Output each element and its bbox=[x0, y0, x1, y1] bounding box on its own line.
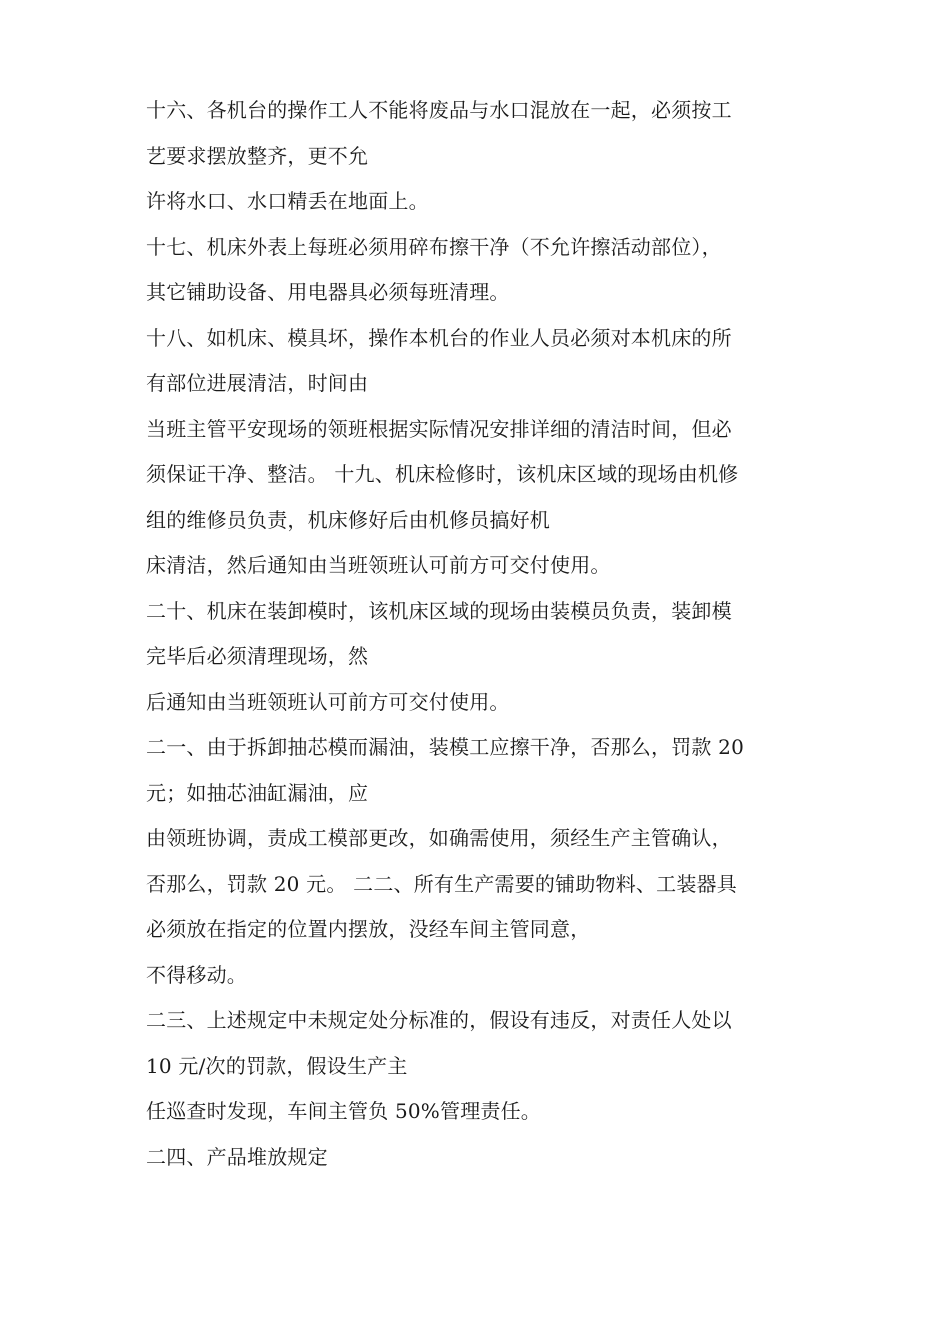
text-line-19: 须保证干净、整洁。 十九、机床检修时，该机床区域的现场由机修 bbox=[146, 462, 739, 486]
document-body bbox=[146, 88, 836, 1180]
text-line: 组的维修员负责，机床修好后由机修员搞好机 bbox=[146, 507, 550, 532]
text-line: 当班主管平安现场的领班根据实际情况安排详细的清洁时间，但必 bbox=[146, 416, 732, 441]
text-line: 由领班协调，责成工模部更改，如确需使用，须经生产主管确认， bbox=[146, 826, 732, 850]
text-line: 元；如抽芯油缸漏油，应 bbox=[146, 780, 369, 805]
text-line: 不得移动。 bbox=[146, 962, 247, 987]
text-line: 艺要求摆放整齐，更不允 bbox=[146, 143, 369, 168]
text-line: 后通知由当班领班认可前方可交付使用。 bbox=[146, 689, 510, 714]
text-line-24: 二四、产品堆放规定 bbox=[146, 1144, 328, 1169]
text-line-22: 否那么，罚款 20 元。 二二、所有生产需要的铺助物料、工装器具 bbox=[146, 871, 737, 896]
text-line-17: 十七、机床外表上每班必须用碎布擦干净（不允许擦活动部位）， bbox=[146, 234, 722, 259]
text-line: 其它铺助设备、用电器具必须每班清理。 bbox=[146, 280, 510, 304]
text-line-18: 十八、如机床、模具坏，操作本机台的作业人员必须对本机床的所 bbox=[146, 325, 732, 350]
text-line: 任巡查时发现，车间主管负 50%管理责任。 bbox=[146, 1099, 542, 1123]
text-line-20: 二十、机床在装卸模时，该机床区域的现场由装模员负责，装卸模 bbox=[146, 598, 732, 623]
text-line: 10 元/次的罚款，假设生产主 bbox=[146, 1053, 408, 1078]
text-line: 有部位进展清洁，时间由 bbox=[146, 371, 369, 395]
text-line-23: 二三、上述规定中未规定处分标准的，假设有违反，对责任人处以 bbox=[146, 1008, 732, 1032]
text-line-16: 十六、各机台的操作工人不能将废品与水口混放在一起，必须按工 bbox=[146, 98, 732, 122]
text-line: 床清洁，然后通知由当班领班认可前方可交付使用。 bbox=[146, 553, 611, 577]
text-line-21: 二一、由于拆卸抽芯模而漏油，装模工应擦干净，否那么，罚款 20 bbox=[146, 735, 745, 759]
text-line: 必须放在指定的位置内摆放，没经车间主管同意， bbox=[146, 917, 591, 941]
text-line: 完毕后必须清理现场，然 bbox=[146, 644, 369, 668]
text-line: 许将水口、水口精丢在地面上。 bbox=[146, 189, 429, 213]
